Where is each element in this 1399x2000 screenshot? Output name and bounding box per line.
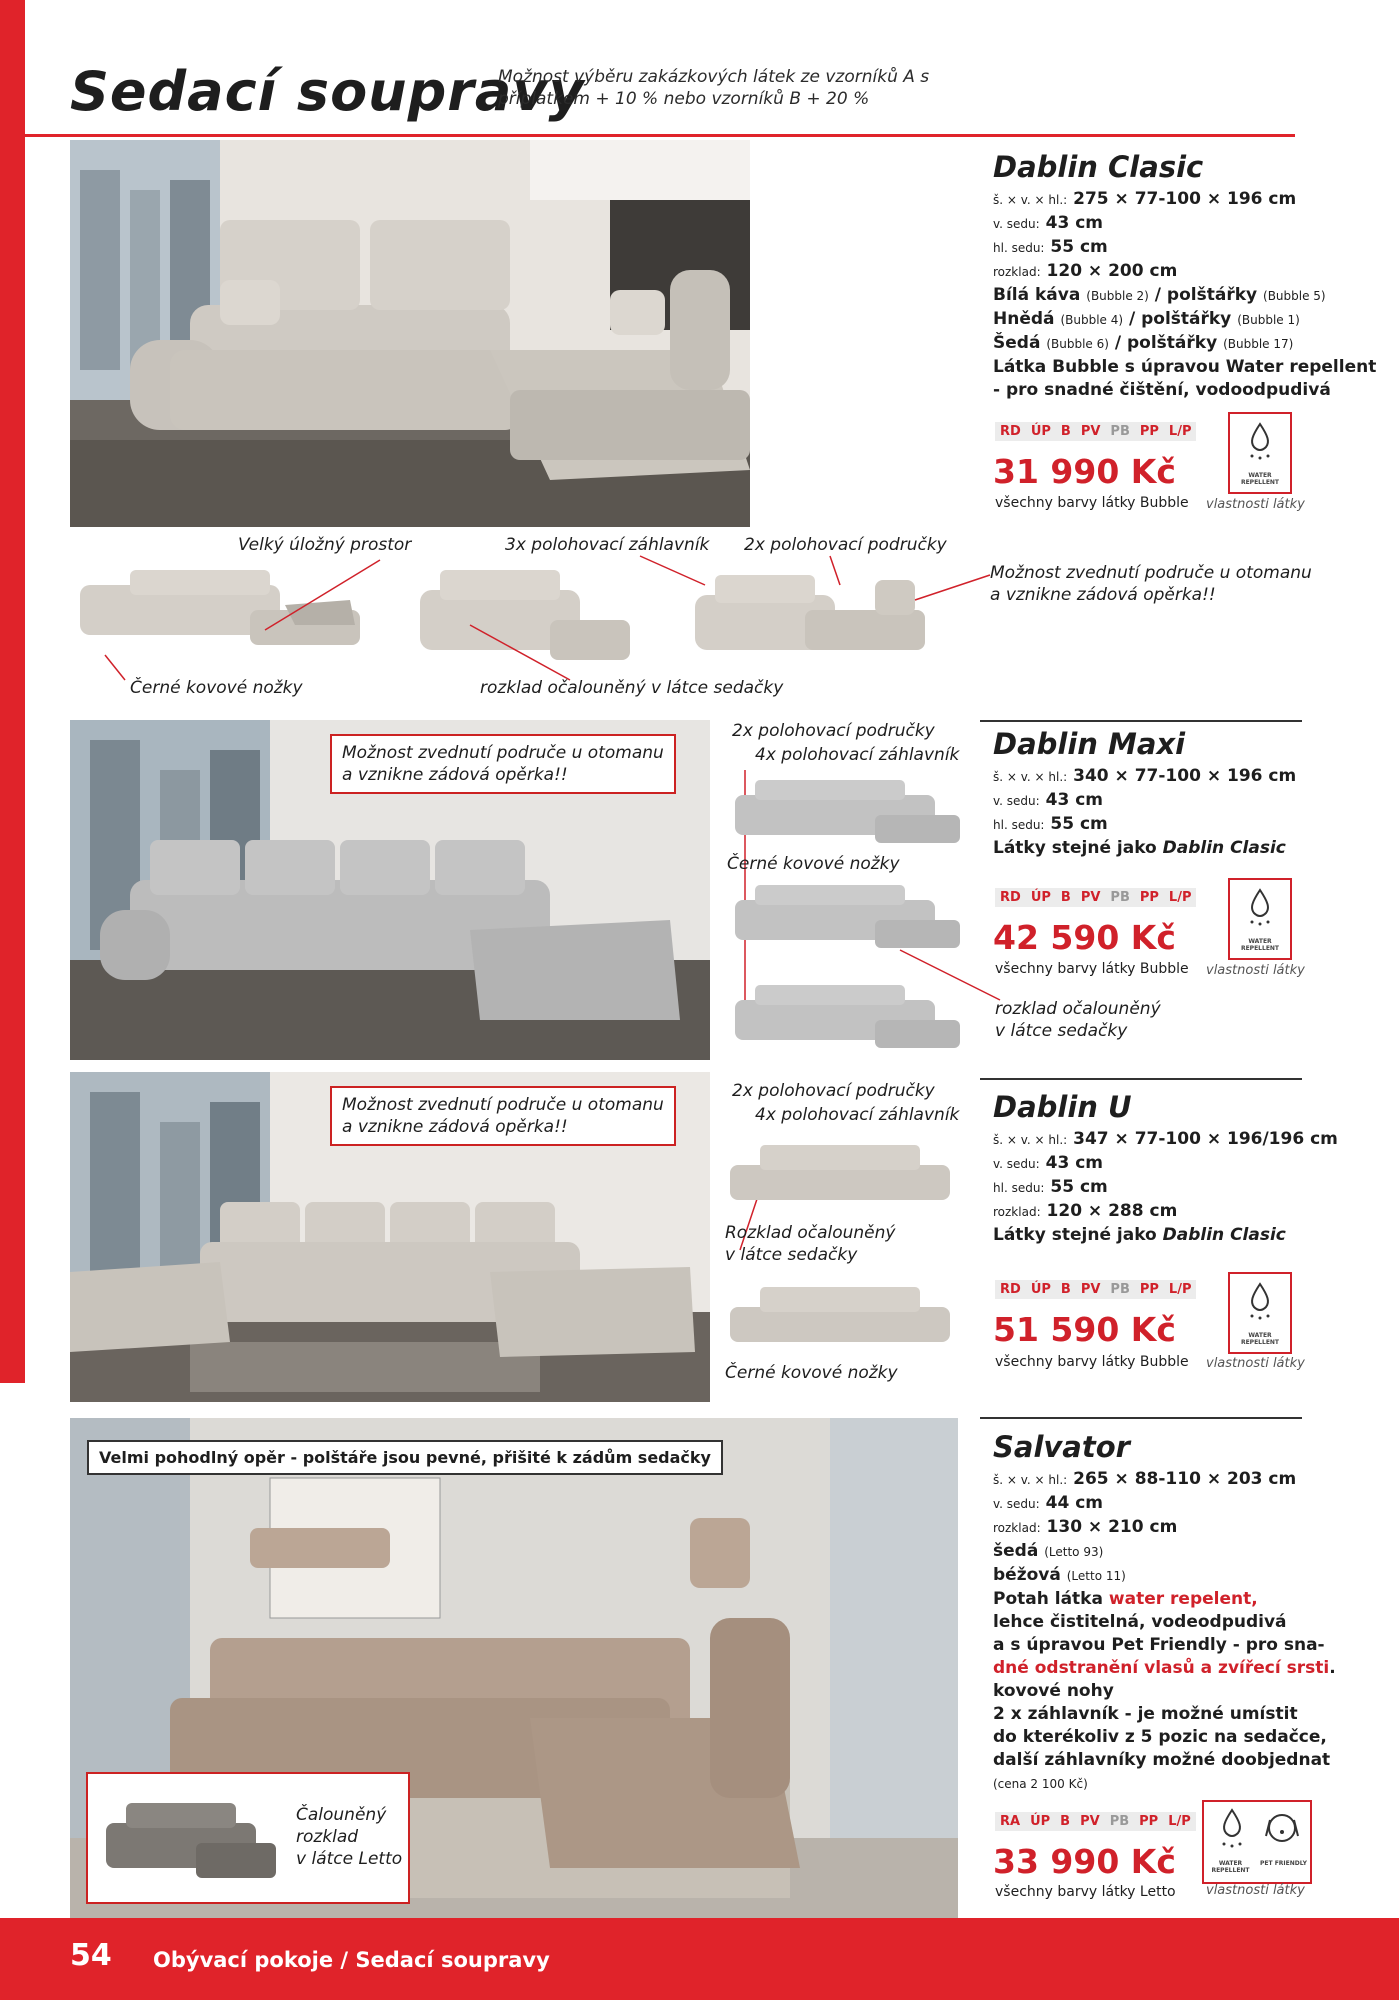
delivery-codes	[995, 422, 1196, 441]
code: PP	[1135, 422, 1164, 441]
product-name: Salvator	[993, 1430, 1130, 1464]
delivery-codes	[995, 888, 1196, 907]
dablin-clasic-info	[993, 150, 1393, 402]
price: 31 990 Kč	[993, 452, 1176, 491]
desc-1a: Potah látka	[993, 1589, 1103, 1609]
fabric-note-1: Látka Bubble s úpravou Water repellent	[993, 357, 1377, 377]
dims-value: 265 × 88-110 × 203 cm	[1073, 1469, 1297, 1489]
code: PP	[1135, 888, 1164, 907]
color-2-pillow-code: (Bubble 1)	[1237, 313, 1300, 327]
code: PV	[1076, 888, 1106, 907]
code: PB	[1105, 422, 1134, 441]
code: B	[1056, 888, 1076, 907]
callout-legs: Černé kovové nožky	[130, 678, 303, 698]
maxi-raise-line-2: a vznikne zádová opěrka!!	[342, 765, 568, 785]
maxi-thumb-1	[725, 775, 965, 847]
code: ÚP	[1025, 1812, 1055, 1831]
dims-value: 275 × 77-100 × 196 cm	[1073, 189, 1297, 209]
callout-bed: rozklad očalouněný v látce sedačky	[480, 678, 784, 698]
callout-raise-line-2: a vznikne zádová opěrka!!	[990, 585, 1216, 605]
u-bed-line-2: v látce sedačky	[725, 1245, 858, 1265]
water-repellent-badge	[1228, 878, 1292, 960]
callout-raise	[990, 562, 1312, 606]
u-raise-callout	[330, 1086, 676, 1146]
seat-height-value: 43 cm	[1045, 790, 1103, 810]
code: B	[1056, 1280, 1076, 1299]
seat-depth-label: hl. sedu:	[993, 1181, 1045, 1195]
seat-height-value: 43 cm	[1045, 213, 1103, 233]
seat-height-value: 44 cm	[1045, 1493, 1103, 1513]
water-drop-icon	[1223, 1810, 1242, 1848]
maxi-legs-callout: Černé kovové nožky	[727, 854, 900, 874]
bed-value: 130 × 210 cm	[1046, 1517, 1178, 1537]
badge-text: WATER REPELLENT	[1240, 472, 1280, 486]
dims-label: š. × v. × hl.:	[993, 1133, 1068, 1147]
color-1-code: (Letto 93)	[1044, 1545, 1104, 1559]
price-note: všechny barvy látky Letto	[995, 1884, 1176, 1900]
seat-depth-label: hl. sedu:	[993, 818, 1045, 832]
seat-height-label: v. sedu:	[993, 794, 1040, 808]
badge-text: WATER REPELLENT	[1240, 1332, 1280, 1346]
dablin-maxi-info	[993, 727, 1393, 860]
badge-text-water: WATER REPELLENT	[1211, 1860, 1250, 1874]
same-fabric-ref: Dablin Clasic	[1162, 1225, 1286, 1245]
u-armrest-callout: 2x polohovací područky	[732, 1081, 935, 1101]
callout-headrest: 3x polohovací záhlavník	[505, 535, 710, 555]
fabric-badges	[1202, 1800, 1312, 1884]
badge-text: WATER REPELLENT	[1240, 938, 1280, 952]
fabric-properties-label: vlastnosti látky	[1206, 497, 1305, 512]
seat-depth-label: hl. sedu:	[993, 241, 1045, 255]
u-thumb-1	[720, 1140, 960, 1210]
page-title: Sedací soupravy	[70, 60, 585, 123]
code: RD	[995, 422, 1026, 441]
dablin-u-info	[993, 1090, 1393, 1247]
salvator-info	[993, 1430, 1393, 1796]
maxi-bed-line-1: rozklad očalouněný	[995, 999, 1161, 1019]
desc-4a: dné odstranění vlasů a zvířecí srsti	[993, 1658, 1330, 1678]
color-2: Hnědá	[993, 309, 1055, 329]
dims-label: š. × v. × hl.:	[993, 1473, 1068, 1487]
seat-height-label: v. sedu:	[993, 1157, 1040, 1171]
seat-height-label: v. sedu:	[993, 217, 1040, 231]
page-subtitle: Možnost výběru zakázkových látek ze vzorníků A s příplatkem + 10 % nebo vzorníků B + 20 %	[498, 67, 930, 109]
left-accent-bar	[0, 0, 25, 1383]
desc-8: další záhlavníky možné doobjednat	[993, 1750, 1331, 1770]
thumb-armrest	[685, 565, 935, 675]
water-drop-icon	[1230, 1274, 1290, 1324]
salvator-bed-inset	[86, 1772, 410, 1904]
code: B	[1055, 1812, 1075, 1831]
code: PP	[1134, 1812, 1163, 1831]
thumb-storage	[70, 565, 375, 665]
delivery-codes	[995, 1812, 1196, 1831]
code: RD	[995, 1280, 1026, 1299]
code: PB	[1105, 1280, 1134, 1299]
u-legs-callout: Černé kovové nožky	[725, 1363, 898, 1383]
salvator-bed-callout	[296, 1804, 402, 1870]
bed-value: 120 × 200 cm	[1046, 261, 1178, 281]
same-fabric-text: Látky stejné jako	[993, 1225, 1157, 1245]
price: 33 990 Kč	[993, 1842, 1176, 1881]
maxi-divider	[980, 720, 1302, 722]
water-drop-icon	[1230, 880, 1290, 930]
color-1-pillow-code: (Bubble 5)	[1263, 289, 1326, 303]
color-2: béžová	[993, 1565, 1061, 1585]
price: 51 590 Kč	[993, 1310, 1176, 1349]
maxi-bed-line-2: v látce sedačky	[995, 1021, 1128, 1041]
salvator-divider	[980, 1417, 1302, 1419]
color-1: šedá	[993, 1541, 1039, 1561]
fabric-note-2: - pro snadné čištění, vodoodpudivá	[993, 380, 1331, 400]
code: RA	[995, 1812, 1025, 1831]
desc-6: 2 x záhlavník - je možné umístit	[993, 1704, 1298, 1724]
callout-raise-line-1: Možnost zvednutí područe u otomanu	[990, 563, 1312, 583]
bed-label: rozklad:	[993, 1521, 1041, 1535]
maxi-raise-callout	[330, 734, 676, 794]
dog-icon	[1266, 1815, 1298, 1841]
desc-1b: water repelent,	[1108, 1589, 1258, 1609]
code: PV	[1076, 422, 1106, 441]
product-name: Dablin Maxi	[993, 727, 1186, 761]
code: PV	[1076, 1280, 1106, 1299]
code: ÚP	[1026, 888, 1056, 907]
desc-2: lehce čistitelná, vodeodpudivá	[993, 1612, 1287, 1632]
water-repellent-badge	[1228, 1272, 1292, 1354]
header-divider	[25, 134, 1295, 137]
color-2-pillow: / polštářky	[1128, 309, 1232, 329]
maxi-raise-line-1: Možnost zvednutí područe u otomanu	[342, 743, 664, 763]
same-fabric-ref: Dablin Clasic	[1162, 838, 1286, 858]
price-note: všechny barvy látky Bubble	[995, 1354, 1189, 1370]
dims-value: 340 × 77-100 × 196 cm	[1073, 766, 1297, 786]
code: L/P	[1163, 1812, 1196, 1831]
desc-7: do kterékoliv z 5 pozic na sedačce,	[993, 1727, 1327, 1747]
bed-label: rozklad:	[993, 265, 1041, 279]
code: L/P	[1164, 1280, 1197, 1299]
seat-height-value: 43 cm	[1045, 1153, 1103, 1173]
maxi-thumb-2	[725, 880, 965, 952]
maxi-headrest-callout: 4x polohovací záhlavník	[755, 745, 960, 765]
u-divider	[980, 1078, 1302, 1080]
badge-text-pet: PET FRIENDLY	[1260, 1860, 1307, 1867]
u-bed-callout	[725, 1222, 895, 1266]
price-note: všechny barvy látky Bubble	[995, 961, 1189, 977]
maxi-thumb-3	[725, 980, 965, 1052]
salvator-bed-thumb	[96, 1788, 286, 1888]
color-1-pillow: / polštářky	[1154, 285, 1258, 305]
u-raise-line-2: a vznikne zádová opěrka!!	[342, 1117, 568, 1137]
salvator-bed-line-2: rozklad	[296, 1827, 359, 1847]
breadcrumb: Obývací pokoje / Sedací soupravy	[153, 1948, 550, 1972]
desc-3: a s úpravou Pet Friendly - pro sna-	[993, 1635, 1325, 1655]
thumb-headrest	[400, 565, 640, 675]
water-drop-icon	[1230, 414, 1290, 464]
fabric-properties-label: vlastnosti látky	[1206, 1356, 1305, 1371]
product-name: Dablin Clasic	[993, 150, 1204, 184]
code: L/P	[1164, 888, 1197, 907]
u-thumb-2	[720, 1282, 960, 1352]
color-3-pillow-code: (Bubble 17)	[1223, 337, 1294, 351]
seat-depth-value: 55 cm	[1050, 237, 1108, 257]
bed-label: rozklad:	[993, 1205, 1041, 1219]
u-headrest-callout: 4x polohovací záhlavník	[755, 1105, 960, 1125]
same-fabric-text: Látky stejné jako	[993, 838, 1157, 858]
code: B	[1056, 422, 1076, 441]
page-number: 54	[70, 1938, 112, 1973]
color-3: Šedá	[993, 333, 1041, 353]
seat-depth-value: 55 cm	[1050, 1177, 1108, 1197]
maxi-bed-callout	[995, 998, 1161, 1042]
code: PB	[1105, 888, 1134, 907]
price-note: všechny barvy látky Bubble	[995, 495, 1189, 511]
seat-depth-value: 55 cm	[1050, 814, 1108, 834]
color-1: Bílá káva	[993, 285, 1081, 305]
color-3-pillow: / polštářky	[1114, 333, 1218, 353]
callout-storage: Velký úložný prostor	[238, 535, 412, 555]
dims-label: š. × v. × hl.:	[993, 770, 1068, 784]
desc-5: kovové nohy	[993, 1681, 1114, 1701]
color-3-code: (Bubble 6)	[1046, 337, 1109, 351]
code: PP	[1135, 1280, 1164, 1299]
code: ÚP	[1026, 1280, 1056, 1299]
code: RD	[995, 888, 1026, 907]
delivery-codes	[995, 1280, 1196, 1299]
code: L/P	[1164, 422, 1197, 441]
dablin-clasic-photo	[70, 140, 750, 527]
bed-value: 120 × 288 cm	[1046, 1201, 1178, 1221]
salvator-banner: Velmi pohodlný opěr - polštáře jsou pevné, přišité k zádům sedačky	[87, 1440, 723, 1475]
salvator-bed-line-3: v látce Letto	[296, 1849, 403, 1869]
code: PB	[1105, 1812, 1134, 1831]
color-2-code: (Bubble 4)	[1060, 313, 1124, 327]
fabric-properties-label: vlastnosti látky	[1206, 963, 1305, 978]
callout-armrest: 2x polohovací područky	[744, 535, 947, 555]
dims-value: 347 × 77-100 × 196/196 cm	[1073, 1129, 1338, 1149]
salvator-bed-line-1: Čalouněný	[296, 1805, 387, 1825]
maxi-armrest-callout: 2x polohovací područky	[732, 721, 935, 741]
footer-bar	[0, 1918, 1399, 2000]
code: PV	[1075, 1812, 1105, 1831]
color-2-code: (Letto 11)	[1066, 1569, 1126, 1583]
dims-label: š. × v. × hl.:	[993, 193, 1068, 207]
product-name: Dablin U	[993, 1090, 1132, 1124]
fabric-properties-label: vlastnosti látky	[1206, 1883, 1305, 1898]
code: ÚP	[1026, 422, 1056, 441]
u-bed-line-1: Rozklad očalouněný	[725, 1223, 896, 1243]
desc-9: (cena 2 100 Kč)	[993, 1777, 1088, 1791]
seat-height-label: v. sedu:	[993, 1497, 1040, 1511]
color-1-code: (Bubble 2)	[1086, 289, 1149, 303]
price: 42 590 Kč	[993, 918, 1176, 957]
u-raise-line-1: Možnost zvednutí područe u otomanu	[342, 1095, 664, 1115]
desc-4b: .	[1329, 1658, 1336, 1678]
water-repellent-badge	[1228, 412, 1292, 494]
